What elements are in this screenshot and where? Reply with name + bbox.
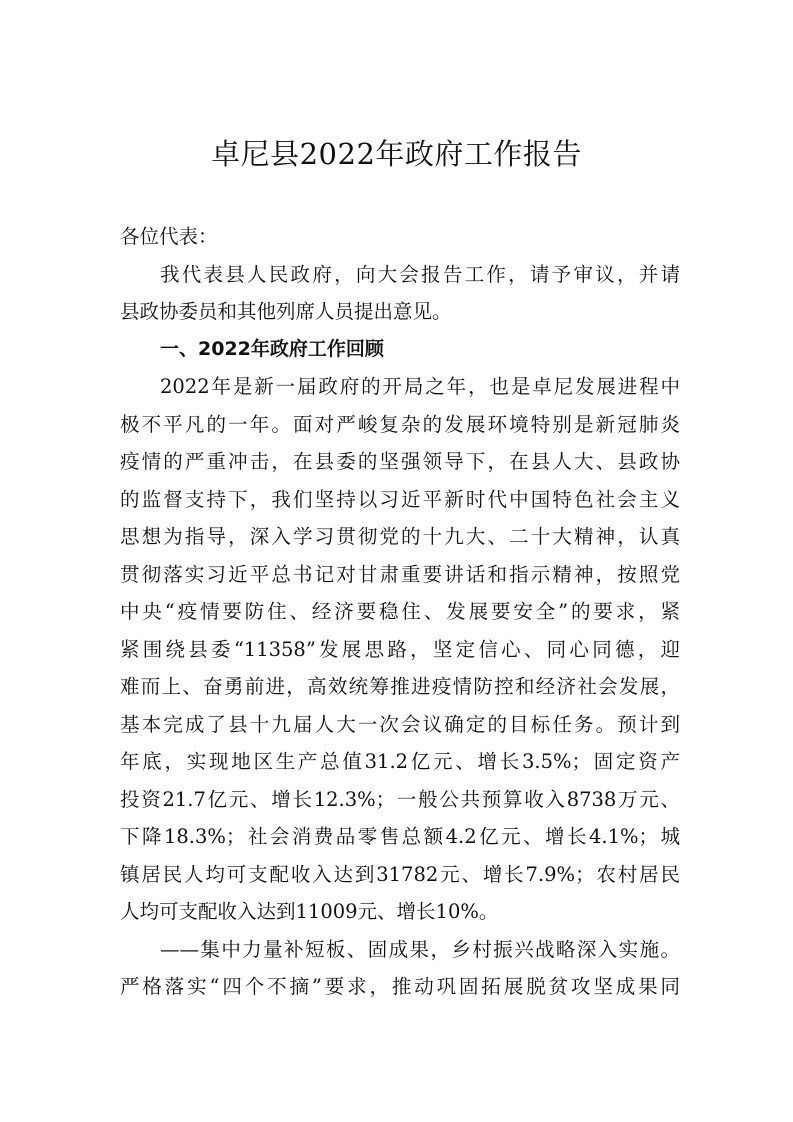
document-body: [120, 218, 680, 1006]
salutation: 各位代表：: [120, 225, 218, 248]
text-line: 难而上、奋勇前进，高效统筹推进疫情防控和经济社会发展，: [120, 675, 680, 698]
review-paragraph: [120, 368, 680, 931]
text-line: 极不平凡的一年。面对严峻复杂的发展环境特别是新冠肺炎: [120, 412, 680, 436]
text-line: 人均可支配收入达到11009元、增长10%。: [120, 900, 499, 923]
text-line: 疫情的严重冲击，在县委的坚强领导下，在县人大、县政协: [120, 450, 680, 473]
text-line: 县政协委员和其他列席人员提出意见。: [120, 300, 452, 323]
text-line: 2022年是新一届政府的开局之年，也是卓尼发展进程中: [160, 375, 680, 398]
text-line: 严格落实“四个不摘”要求，推动巩固拓展脱贫攻坚成果同: [120, 975, 680, 998]
text-line: 基本完成了县十九届人大一次会议确定的目标任务。预计到: [120, 712, 680, 736]
text-line: 下降18.3%；社会消费品零售总额4.2亿元、增长4.1%；城: [120, 825, 680, 848]
text-line: 紧围绕县委“11358”发展思路，坚定信心、同心同德，迎: [120, 637, 680, 661]
text-line: 投资21.7亿元、增长12.3%；一般公共预算收入8738万元、: [120, 787, 680, 811]
section-heading: 一、2022年政府工作回顾: [160, 337, 384, 360]
text-line: 年底，实现地区生产总值31.2亿元、增长3.5%；固定资产: [120, 750, 680, 773]
rural-revitalization-paragraph: [120, 931, 680, 1006]
text-line: 思想为指导，深入学习贯彻党的十九大、二十大精神，认真: [120, 525, 680, 548]
document-title: 卓尼县2022年政府工作报告: [211, 137, 582, 171]
text-line: ——集中力量补短板、固成果，乡村振兴战略深入实施。: [160, 937, 680, 961]
intro-paragraph: [120, 256, 680, 331]
text-line: 的监督支持下，我们坚持以习近平新时代中国特色社会主义: [120, 487, 680, 511]
text-line: 我代表县人民政府，向大会报告工作，请予审议，并请: [160, 262, 680, 286]
text-line: 中央“疫情要防住、经济要稳住、发展要安全”的要求，紧: [120, 600, 680, 623]
text-line: 贯彻落实习近平总书记对甘肃重要讲话和指示精神，按照党: [120, 562, 680, 586]
text-line: 镇居民人均可支配收入达到31782元、增长7.9%；农村居民: [120, 862, 680, 886]
